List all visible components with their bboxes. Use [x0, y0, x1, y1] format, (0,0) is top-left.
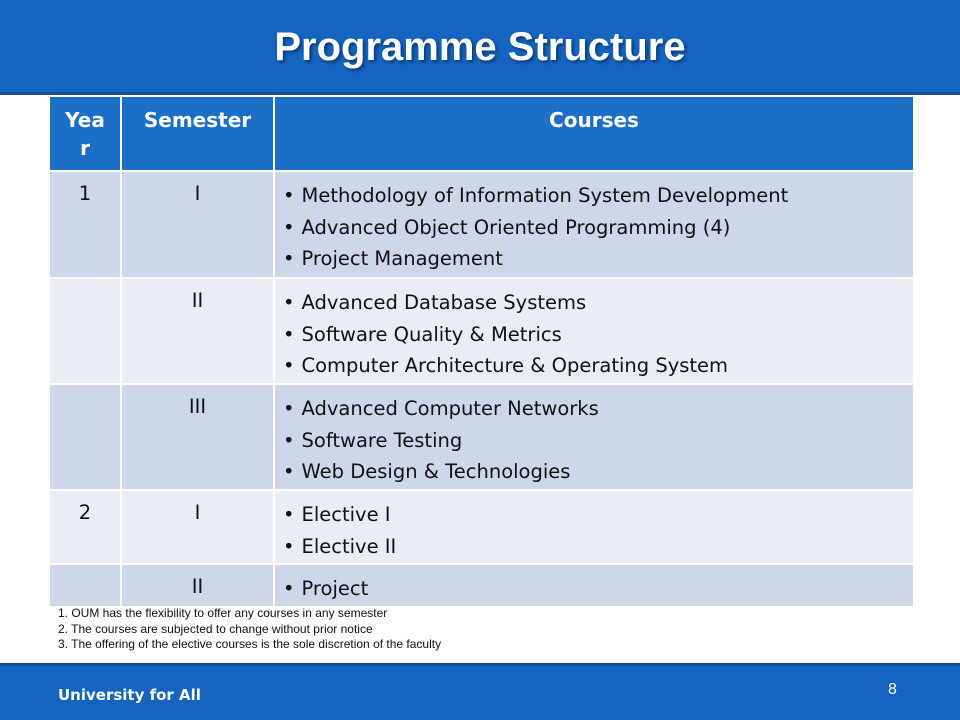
- title-bar: [0, 0, 960, 95]
- year-cell: [49, 278, 121, 384]
- footer-tagline: University for All: [58, 686, 201, 704]
- course-item: • Software Testing: [283, 425, 913, 457]
- year-cell: [49, 384, 121, 490]
- courses-cell: [274, 564, 914, 607]
- course-item: • Elective II: [283, 531, 913, 563]
- header-courses: Courses: [274, 96, 914, 171]
- course-item: • Computer Architecture & Operating System: [283, 350, 913, 382]
- course-item: • Advanced Database Systems: [283, 287, 913, 319]
- course-item: • Advanced Computer Networks: [283, 393, 913, 425]
- semester-cell: I: [121, 171, 274, 278]
- course-list: [283, 573, 913, 605]
- semester-cell: III: [121, 384, 274, 490]
- table-row: [49, 278, 914, 384]
- course-list: [283, 393, 913, 488]
- footnotes: [58, 606, 441, 653]
- year-cell: 2: [49, 490, 121, 564]
- course-item: • Methodology of Information System Development: [283, 180, 913, 212]
- course-item: • Project Management: [283, 243, 913, 275]
- course-item: • Software Quality & Metrics: [283, 319, 913, 351]
- header-semester: Semester: [121, 96, 274, 171]
- semester-cell: II: [121, 564, 274, 607]
- table-row: [49, 564, 914, 607]
- table-row: [49, 490, 914, 564]
- footnote: 2. The courses are subjected to change without prior notice: [58, 621, 373, 636]
- page-number: 8: [888, 681, 897, 698]
- slide-title: Programme Structure: [274, 25, 686, 69]
- semester-cell: II: [121, 278, 274, 384]
- year-cell: 1: [49, 171, 121, 278]
- course-item: • Web Design & Technologies: [283, 456, 913, 488]
- courses-cell: [274, 278, 914, 384]
- course-item: • Project: [283, 573, 913, 605]
- footnote: 1. OUM has the flexibility to offer any courses in any semester: [58, 606, 388, 620]
- footnote: 3. The offering of the elective courses is the sole discretion of the faculty: [58, 637, 442, 651]
- footer-bar: [0, 663, 960, 720]
- course-item: • Elective I: [283, 499, 913, 531]
- courses-cell: [274, 384, 914, 490]
- programme-structure-table: [48, 95, 915, 608]
- table-row: [49, 384, 914, 490]
- year-cell: [49, 564, 121, 607]
- table-row: [49, 171, 914, 278]
- courses-cell: [274, 171, 914, 278]
- header-year: Yea r: [49, 96, 121, 171]
- semester-cell: I: [121, 490, 274, 564]
- course-list: [283, 499, 913, 562]
- course-item: • Advanced Object Oriented Programming (4): [283, 212, 913, 244]
- table-header-row: [49, 96, 914, 171]
- course-list: [283, 287, 913, 382]
- course-list: [283, 180, 913, 275]
- courses-cell: [274, 490, 914, 564]
